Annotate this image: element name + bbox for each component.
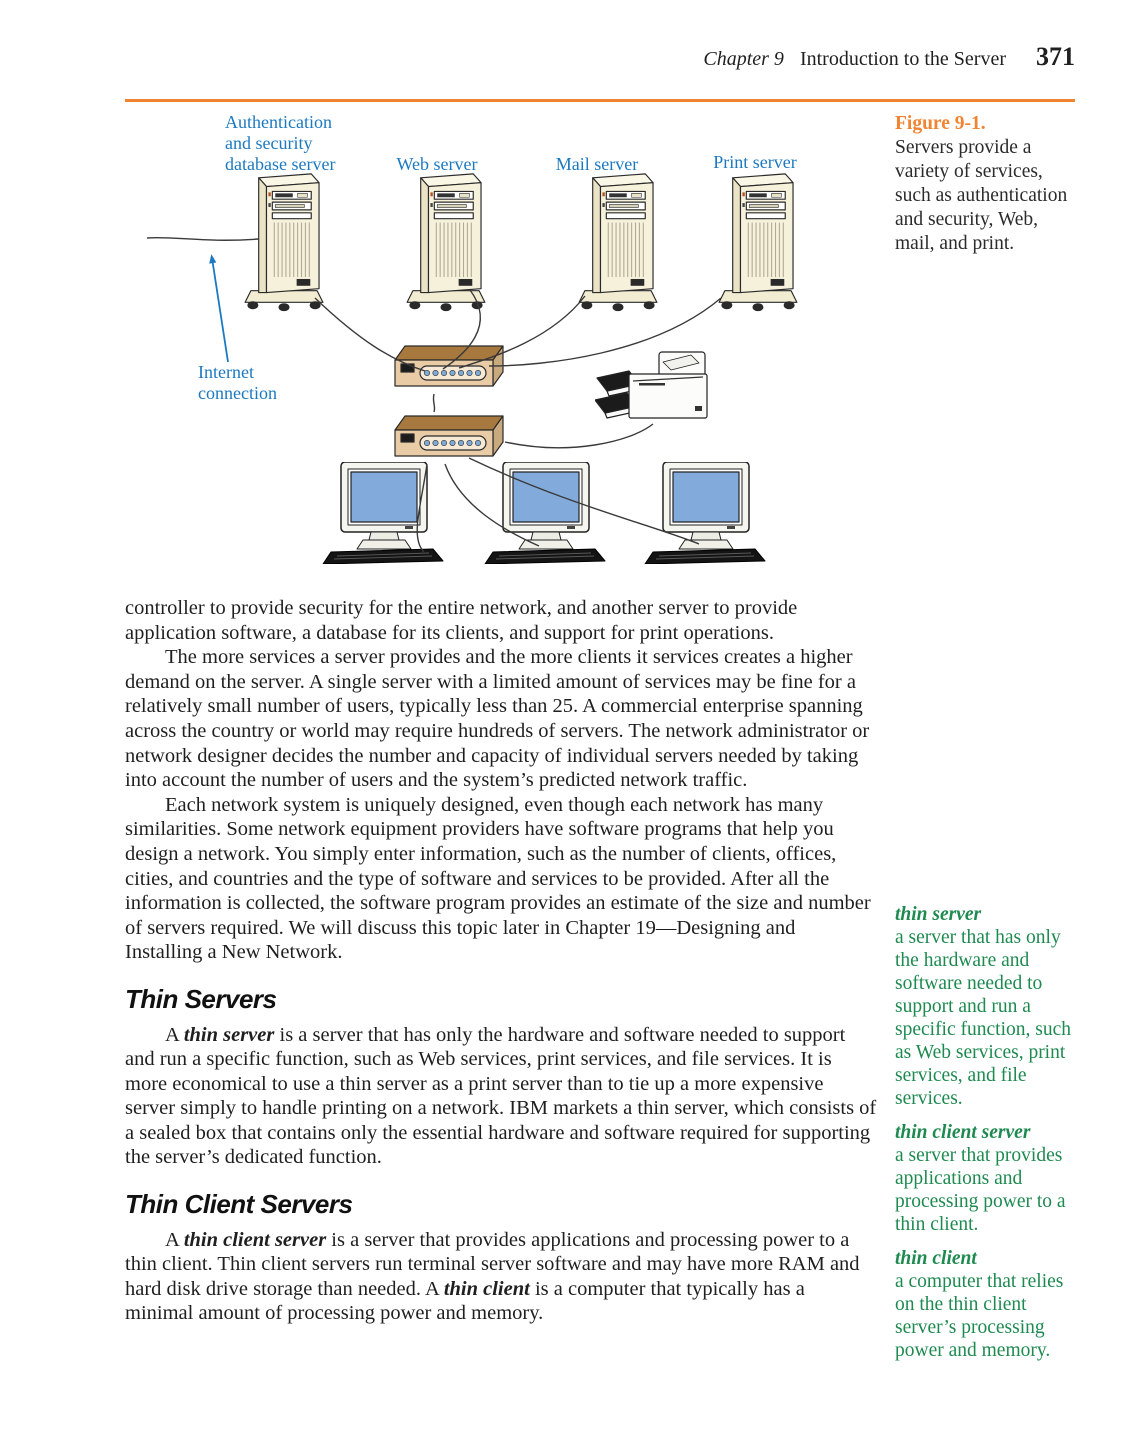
accent-rule: [125, 99, 1075, 102]
mail-server-icon: [579, 174, 657, 311]
text-run: is a server that provides applications and processing power to a thin client. Thin client servers run terminal server software and may have more RAM and hard disk drive storage than needed. A: [125, 1228, 860, 1300]
paragraph: [125, 1228, 877, 1326]
label-internet-connection-line2: connection: [198, 383, 277, 403]
chapter-label: Chapter 9: [703, 48, 784, 70]
text-run: is a server that has only the hardware and software needed to support and run a specific function, such as Web services, print services, and file services. It is more economical to use a thin server as a print server than to tie up a more expensive server simply to handle printing on a network. IBM markets a thin server, which consists of a sealed box that contains only the essential hardware and software required for supporting the server’s dedicated function.: [125, 1023, 877, 1169]
internet-arrow-icon: [209, 254, 228, 362]
label-auth-server-line1: Authentication: [225, 112, 332, 132]
text-run: A: [165, 1023, 184, 1046]
label-auth-server-line3: database server: [225, 154, 336, 174]
hub-icon-bottom: [395, 416, 503, 456]
margin-definition-text: a computer that relies on the thin client server’s processing power and memory.: [895, 1271, 1064, 1361]
paragraph-continuation: controller to provide security for the entire network, and another server to provide application software, a database for its clients, and support for print operations.: [125, 597, 798, 644]
margin-definition-thin-client-server: [895, 1121, 1079, 1236]
label-auth-server-line2: and security: [225, 133, 313, 153]
margin-term: thin client server: [895, 1122, 1031, 1143]
keyterm-thin-server: thin server: [183, 1023, 275, 1046]
figure-caption: [895, 112, 1079, 256]
figure-caption-label: Figure 9-1.: [895, 113, 986, 134]
figure-caption-text: Servers provide a variety of services, such as authentication and security, Web, mail, and print.: [895, 137, 1068, 254]
paragraph: The more services a server provides and the more clients it services creates a higher demand on the server. A single server with a limited amount of services may be fine for a relatively small number of users, typically less than 25. A commercial enterprise spanning across the country or world may require hundreds of servers. The network administrator or network designer decides the number and capacity of individual servers needed by taking into account the number of users and the system’s predicted network traffic.: [125, 646, 870, 792]
paragraph: Each network system is uniquely designed, even though each network has many similarities. Some network equipment providers have software programs that help you design a network. You simply enter information, such as the number of clients, offices, cities, and countries and the type of software and services to be provided. After all the information is collected, the software program provides an estimate of the size and number of servers required. We will discuss this topic later in Chapter 19—Designing and Installing a New Network.: [125, 793, 871, 964]
web-server-icon: [407, 174, 485, 311]
auth-security-server-icon: [245, 174, 323, 311]
print-server-icon: [719, 174, 797, 311]
printer-icon: [595, 352, 707, 418]
label-mail-server: Mail server: [555, 154, 639, 174]
section-heading-thin-servers: Thin Servers: [125, 983, 277, 1014]
margin-definition-text: a server that has only the hardware and software needed to support and run a specific function, such as Web services, print services, and file services.: [895, 927, 1071, 1109]
figure-9-1: [125, 106, 885, 578]
client-computer-icon-3: [645, 462, 765, 564]
margin-definition-thin-server: [895, 903, 1079, 1110]
client-computer-icon-2: [485, 462, 605, 564]
keyterm-thin-client-server: thin client server: [183, 1228, 327, 1251]
paragraph: [125, 1023, 877, 1171]
chapter-title: Introduction to the Server: [799, 48, 1006, 70]
text-run: is a computer that typically has a minimal amount of processing power and memory.: [125, 1277, 805, 1325]
body-text-column: [125, 596, 877, 1326]
running-head: [703, 42, 1075, 72]
margin-term: thin server: [895, 904, 982, 925]
label-print-server: Print server: [713, 152, 797, 172]
label-internet-connection-line1: Internet: [198, 362, 254, 382]
margin-definition-text: a server that provides applications and processing power to a thin client.: [895, 1145, 1066, 1235]
margin-definitions: [895, 903, 1079, 1373]
text-run: A: [165, 1228, 184, 1251]
keyterm-thin-client: thin client: [443, 1277, 530, 1300]
section-heading-thin-client-servers: Thin Client Servers: [125, 1189, 353, 1220]
network-diagram: [125, 106, 885, 578]
page-number: 371: [1036, 42, 1075, 71]
margin-term: thin client: [895, 1248, 977, 1269]
margin-definition-thin-client: [895, 1247, 1079, 1362]
label-web-server: Web server: [396, 154, 478, 174]
